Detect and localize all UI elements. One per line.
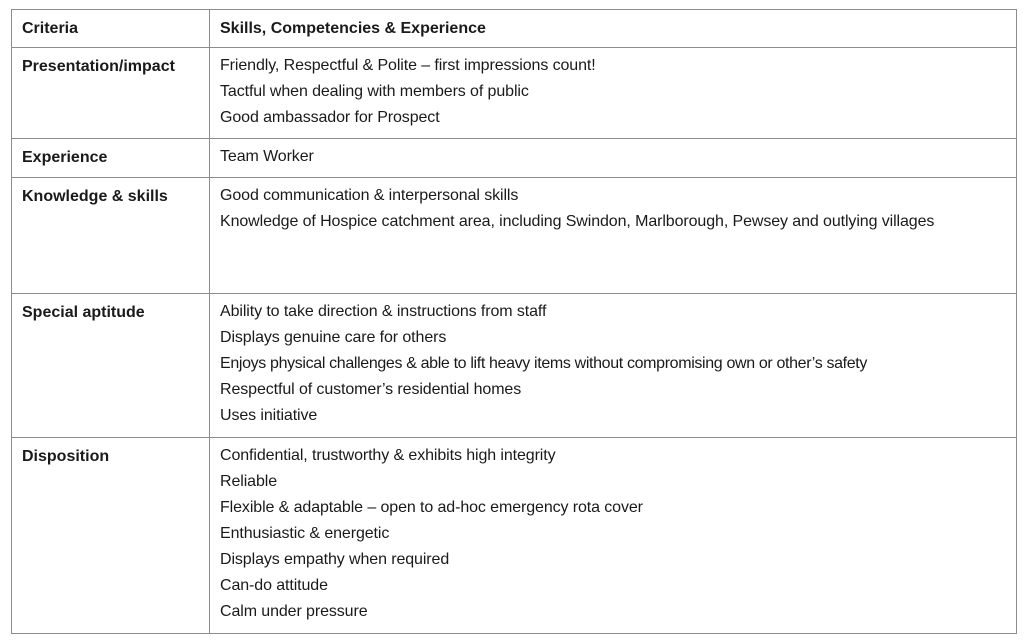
list-item: Calm under pressure bbox=[220, 603, 368, 620]
list-item: Team Worker bbox=[220, 148, 314, 165]
criteria-label: Disposition bbox=[22, 448, 110, 465]
skills-list bbox=[220, 178, 1016, 235]
criteria-label: Presentation/impact bbox=[22, 58, 175, 75]
list-item: Reliable bbox=[220, 473, 278, 490]
criteria-cell bbox=[12, 48, 210, 139]
table-header-row bbox=[12, 10, 1017, 48]
criteria-label: Knowledge & skills bbox=[22, 188, 168, 205]
skills-cell bbox=[210, 178, 1017, 294]
list-item: Good ambassador for Prospect bbox=[220, 109, 440, 126]
list-item: Knowledge of Hospice catchment area, including Swindon, Marlborough, Pewsey and outlying villages bbox=[220, 213, 935, 230]
list-item: Displays genuine care for others bbox=[220, 329, 447, 346]
list-item: Respectful of customer’s residential homes bbox=[220, 381, 522, 398]
criteria-cell bbox=[12, 139, 210, 178]
skills-cell bbox=[210, 438, 1017, 634]
list-item: Friendly, Respectful & Polite – first impressions count! bbox=[220, 57, 596, 74]
criteria-cell bbox=[12, 294, 210, 438]
list-item: Can-do attitude bbox=[220, 577, 328, 594]
skills-list bbox=[220, 294, 1016, 429]
criteria-column-header: Criteria bbox=[12, 10, 210, 48]
list-item: Enthusiastic & energetic bbox=[220, 525, 390, 542]
list-item: Displays empathy when required bbox=[220, 551, 450, 568]
criteria-cell bbox=[12, 438, 210, 634]
skills-cell bbox=[210, 294, 1017, 438]
list-item: Uses initiative bbox=[220, 407, 318, 424]
skills-list bbox=[220, 139, 1016, 170]
criteria-label: Experience bbox=[22, 149, 108, 166]
skills-column-header: Skills, Competencies & Experience bbox=[210, 10, 1017, 48]
table-row bbox=[12, 139, 1017, 178]
table-row bbox=[12, 48, 1017, 139]
person-spec-table bbox=[11, 9, 1017, 634]
list-item: Good communication & interpersonal skills bbox=[220, 187, 519, 204]
skills-list bbox=[220, 48, 1016, 131]
skills-cell bbox=[210, 48, 1017, 139]
skills-list bbox=[220, 438, 1016, 625]
list-item: Tactful when dealing with members of public bbox=[220, 83, 529, 100]
criteria-label: Special aptitude bbox=[22, 304, 145, 321]
criteria-cell bbox=[12, 178, 210, 294]
list-item: Confidential, trustworthy & exhibits high integrity bbox=[220, 447, 556, 464]
list-item: Flexible & adaptable – open to ad-hoc emergency rota cover bbox=[220, 499, 643, 516]
list-item: Ability to take direction & instructions from staff bbox=[220, 303, 547, 320]
table-row bbox=[12, 438, 1017, 634]
table-row bbox=[12, 178, 1017, 294]
table-row bbox=[12, 294, 1017, 438]
list-item: Enjoys physical challenges & able to lift heavy items without compromising own or other’s safety bbox=[220, 355, 868, 372]
skills-cell bbox=[210, 139, 1017, 178]
